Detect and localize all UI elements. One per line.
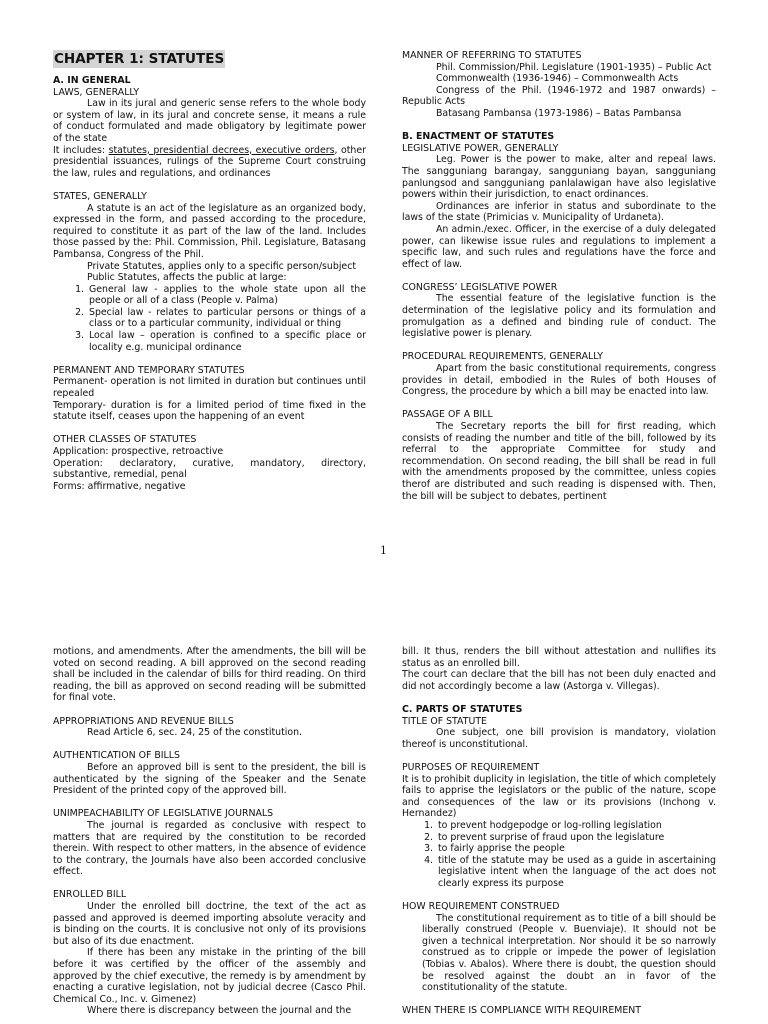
paragraph: An admin./exec. Officer, in the exercise of a duly delegated power, can likewise issue rules and regulations to implement a specific law, and such rules and regulations have the force and effect of law. [402, 223, 716, 270]
paragraph: A statute is an act of the legislature as an organized body, expressed in the form, and passed according to the procedure, required to constitute it as part of the law of the land. Includes those passed by the: Phil. Commission, Phil. Legislature, Batasang Pambansa, Congress of the Phil. [53, 202, 366, 260]
section-heading-a: A. IN GENERAL [53, 75, 131, 86]
heading-congress-power: CONGRESS’ LEGISLATIVE POWER [402, 281, 558, 293]
list-item: 1. to prevent hodgepodge or log-rolling legislation [436, 820, 716, 832]
heading-title-of-statute: TITLE OF STATUTE [402, 715, 487, 727]
list-item: 2. Special law - relates to particular persons or things of a class or to a particular community, individual or thing [87, 307, 366, 330]
underlined-text: statutes, presidential decrees, executive orders [108, 144, 335, 156]
column-bottom-left [53, 646, 366, 1017]
paragraph: Batasang Pambansa (1973-1986) – Batas Pambansa [436, 107, 682, 119]
chapter-title: CHAPTER 1: STATUTES [54, 51, 225, 67]
section-heading-b: B. ENACTMENT OF STATUTES [402, 131, 555, 143]
paragraph: Before an approved bill is sent to the president, the bill is authenticated by the signing of the Speaker and the Senate President of the printed copy of the approved bill. [53, 761, 366, 797]
purposes-list [402, 820, 716, 890]
heading-authentication: AUTHENTICATION OF BILLS [53, 750, 180, 762]
heading-other-classes: OTHER CLASSES OF STATUTES [53, 434, 197, 446]
paragraph: The constitutional requirement as to title of a bill should be liberally construed (People v. Buenviaje). It should not be given a technical interpretation. Nor should it be so narrowly construed as to cripple or impede the power of legislation (Tobias v. Abalos). Where there is doubt, the question should be resolved against the doubt an in favor of the constitutionality of the statute. [422, 912, 716, 994]
paragraph: Private Statutes, applies only to a specific person/subject [87, 260, 357, 272]
paragraph: Law in its jural and generic sense refers to the whole body or system of law, in its jural and concrete sense, it means a rule of conduct formulated and made obligatory by legitimate power of the state [53, 98, 366, 144]
paragraph: The Secretary reports the bill for first reading, which consists of reading the number and title of the bill, followed by its referral to the appropriate Committee for study and recommendation. On second reading, the bill shall be read in full with the amendments proposed by the committee, unless copies therof are distributed and such reading is dispensed with. Then, the bill will be subject to debates, pertinent [402, 421, 716, 502]
list-item: 3. to fairly apprise the people [436, 843, 716, 855]
page-number: 1 [380, 544, 387, 557]
column-top-right [402, 50, 716, 502]
paragraph: The essential feature of the legislative function is the determination of the legislative policy and its formulation and promulgation as a defined and binding rule of conduct. The legislative power is plenary. [402, 293, 716, 340]
paragraph: Permanent- operation is not limited in duration but continues until repealed [53, 376, 366, 400]
paragraph: Read Article 6, sec. 24, 25 of the constitution. [87, 727, 303, 739]
paragraph: Forms: affirmative, negative [53, 480, 186, 492]
heading-enrolled-bill: ENROLLED BILL [53, 889, 127, 901]
text: It includes: [53, 144, 109, 156]
heading-when-compliance: WHEN THERE IS COMPLIANCE WITH REQUIREMENT [402, 1005, 642, 1017]
heading-manner-of-referring: MANNER OF REFERRING TO STATUTES [402, 50, 582, 61]
section-heading-c: C. PARTS OF STATUTES [402, 703, 523, 715]
heading-laws-generally: LAWS, GENERALLY [53, 86, 140, 98]
paragraph: Leg. Power is the power to make, alter and repeal laws. The sangguniang barangay, sangguniang bayan, sangguniang panlungsod and sangguniang panlalawigan have also legislative powers within their jurisdiction, to enact ordinances. [402, 154, 716, 201]
paragraph: motions, and amendments. After the amendments, the bill will be voted on second reading. A bill approved on the second reading shall be included in the calendar of bills for third reading. On third reading, the bill as approved on second reading will be submitted for final vote. [53, 646, 366, 704]
heading-legislative-power: LEGISLATIVE POWER, GENERALLY [402, 142, 559, 154]
statute-types-list [53, 284, 366, 354]
text: , other presidential issuances, rulings of the Supreme Court construing the law, rules and regulations, and ordinances [53, 144, 366, 179]
paragraph-includes [53, 145, 366, 180]
heading-how-construed: HOW REQUIREMENT CONSTRUED [402, 901, 560, 913]
paragraph: Commonwealth (1936-1946) – Commonwealth Acts [436, 73, 679, 85]
paragraph: It is to prohibit duplicity in legislation, the title of which completely fails to apprise the legislators or the public of the nature, scope and consequences of the law or its provisions (Inchong v. Hernandez) [402, 773, 716, 820]
heading-states-generally: STATES, GENERALLY [53, 190, 147, 202]
list-item: 2. to prevent surprise of fraud upon the legislature [436, 832, 716, 844]
paragraph: Application: prospective, retroactive [53, 446, 224, 457]
paragraph: Apart from the basic constitutional requirements, congress provides in detail, embodied in the Rules of both Houses of Congress, the procedure by which a bill may be enacted into law. [402, 363, 716, 398]
column-top-left [53, 50, 366, 492]
paragraph: bill. It thus, renders the bill without attestation and nullifies its status as an enrolled bill. [402, 646, 716, 669]
paragraph: The journal is regarded as conclusive with respect to matters that are required by the constitution to be recorded therein. With respect to other matters, in the absence of evidence to the contrary, the Journals have also been accorded conclusive effect. [53, 819, 366, 878]
paragraph: Congress of the Phil. (1946-1972 and 1987 onwards) – Republic Acts [402, 84, 716, 108]
paragraph: Temporary- duration is for a limited period of time fixed in the statute itself, ceases upon the happening of an event [53, 399, 366, 423]
list-item: 1. General law - applies to the whole state upon all the people or all of a class (People v. Palma) [87, 284, 366, 307]
heading-passage-of-bill: PASSAGE OF A BILL [402, 409, 493, 421]
heading-unimpeachability: UNIMPEACHABILITY OF LEGISLATIVE JOURNALS [53, 808, 274, 820]
paragraph: If there has been any mistake in the printing of the bill before it was certified by the officer of the assembly and approved by the chief executive, the remedy is by amendment by enacting a curative legislation, not by judicial decree (Casco Phil. Chemical Co., Inc. v. Gimenez) [53, 947, 366, 1005]
column-bottom-right [402, 646, 716, 1017]
paragraph: Ordinances are inferior in status and subordinate to the laws of the state (Primicias v. Municipality of Urdaneta). [402, 200, 716, 224]
heading-procedural-requirements: PROCEDURAL REQUIREMENTS, GENERALLY [402, 351, 603, 363]
paragraph: Where there is discrepancy between the journal and the [87, 1005, 352, 1017]
paragraph: Operation: declaratory, curative, mandatory, directory, substantive, remedial, penal [53, 457, 366, 481]
list-item: 3. Local law – operation is confined to a specific place or locality e.g. municipal ordinance [87, 330, 366, 353]
paragraph: Under the enrolled bill doctrine, the text of the act as passed and approved is deemed importing absolute veracity and is binding on the courts. It is conclusive not only of its provisions but also of its due enactment. [53, 901, 366, 947]
heading-appropriations: APPROPRIATIONS AND REVENUE BILLS [53, 715, 234, 727]
paragraph: The court can declare that the bill has not been duly enacted and did not accordingly become a law (Astorga v. Villegas). [402, 669, 716, 692]
paragraph: One subject, one bill provision is mandatory, violation thereof is unconstitutional. [402, 727, 716, 750]
paragraph: Public Statutes, affects the public at large: [87, 272, 287, 284]
heading-purposes: PURPOSES OF REQUIREMENT [402, 761, 540, 773]
paragraph: Phil. Commission/Phil. Legislature (1901-1935) – Public Act [436, 61, 712, 73]
list-item: 4. title of the statute may be used as a guide in ascertaining legislative intent when the language of the act does not clearly express its purpose [436, 855, 716, 890]
heading-permanent-temporary: PERMANENT AND TEMPORARY STATUTES [53, 364, 245, 376]
